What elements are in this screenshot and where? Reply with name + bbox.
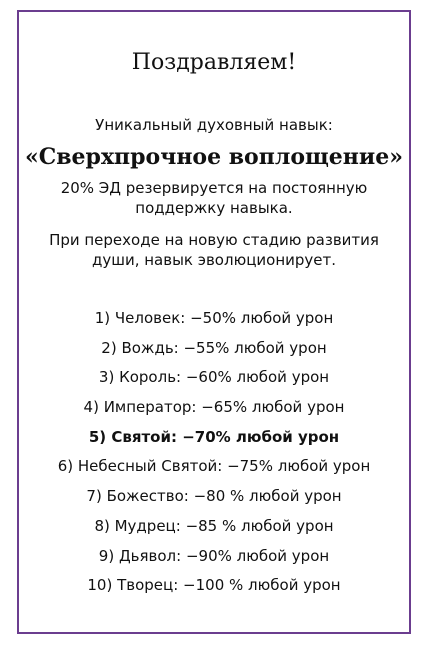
level-item: 2) Вождь: −55% любой урон bbox=[101, 338, 327, 357]
level-item: 9) Дьявол: −90% любой урон bbox=[98, 546, 330, 565]
level-item: 6) Небесный Святой: −75% любой урон bbox=[57, 457, 371, 476]
level-item: 8) Мудрец: −85 % любой урон bbox=[94, 516, 334, 535]
level-item: 1) Человек: −50% любой урон bbox=[94, 309, 334, 327]
evolution-note: При переходе на новую стадию развития души, навык эволюционирует. bbox=[49, 231, 379, 269]
level-item: 4) Император: −65% любой урон bbox=[83, 398, 345, 417]
reserve-note: 20% ЭД резервируется на постоянную поддержку навыка. bbox=[60, 179, 368, 217]
level-item-current: 5) Святой: −70% любой урон bbox=[88, 427, 340, 446]
level-item: 3) Король: −60% любой урон bbox=[98, 368, 330, 387]
skill-notification-card bbox=[17, 10, 411, 634]
evolution-levels-list bbox=[19, 308, 409, 605]
congratulations-heading: Поздравляем! bbox=[131, 50, 297, 75]
level-item: 7) Божество: −80 % любой урон bbox=[86, 487, 342, 506]
skill-name: «Сверхпрочное воплощение» bbox=[25, 144, 403, 170]
level-item: 10) Творец: −100 % любой урон bbox=[87, 576, 341, 595]
skill-type-label: Уникальный духовный навык: bbox=[95, 116, 333, 134]
